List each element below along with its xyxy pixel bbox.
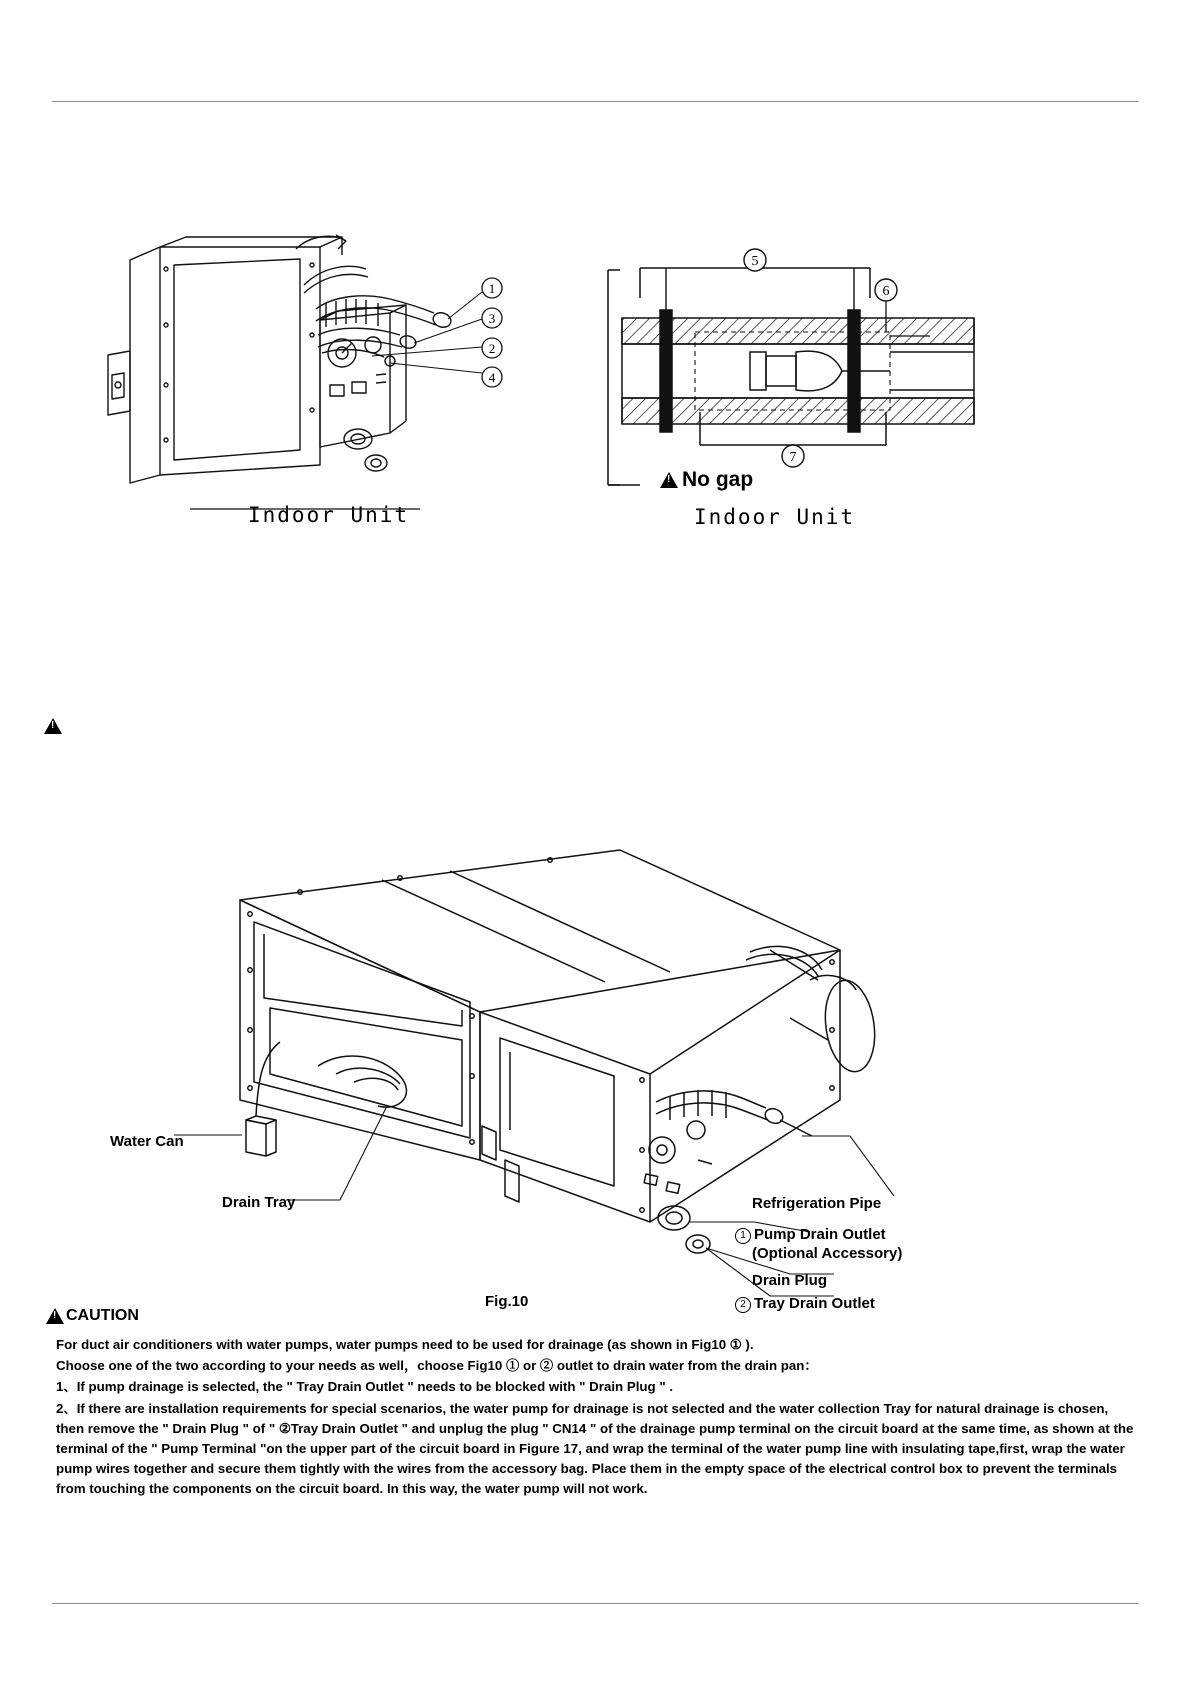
label-tray-drain-outlet-text: Tray Drain Outlet bbox=[754, 1295, 875, 1312]
figure-number: Fig.10 bbox=[485, 1293, 529, 1310]
svg-text:3: 3 bbox=[488, 311, 496, 326]
caution-line-2: Choose one of the two according to your needs as well，choose Fig10 ① or ② outlet to drain water from the drain pan： bbox=[56, 1358, 818, 1374]
no-gap-warning bbox=[660, 468, 753, 492]
label-pump-drain-outlet bbox=[735, 1226, 902, 1264]
label-refrigeration-pipe: Refrigeration Pipe bbox=[752, 1195, 882, 1212]
label-pump-drain-outlet-sub: (Optional Accessory) bbox=[752, 1244, 903, 1262]
caution-line-3: 1、If pump drainage is selected, the " Tray Drain Outlet " needs to be blocked with " Drain Plug " . bbox=[56, 1379, 674, 1395]
warning-triangle-icon bbox=[660, 472, 678, 488]
svg-text:7: 7 bbox=[789, 450, 797, 465]
mid-page-warning-icon bbox=[44, 718, 62, 739]
label-drain-plug: Drain Plug bbox=[752, 1272, 828, 1289]
header-divider bbox=[52, 101, 1139, 102]
callout-2-icon: 2 bbox=[735, 1297, 751, 1313]
no-gap-label: No gap bbox=[682, 468, 754, 491]
label-water-can: Water Can bbox=[110, 1133, 184, 1150]
caution-warning-icon bbox=[46, 1308, 64, 1324]
svg-text:4: 4 bbox=[488, 370, 496, 385]
caution-text-block bbox=[56, 1335, 1136, 1501]
caution-line-1: For duct air conditioners with water pumps, water pumps need to be used for drainage (as shown in Fig10 ① ). bbox=[56, 1337, 754, 1352]
svg-text:5: 5 bbox=[751, 254, 759, 269]
label-tray-drain-outlet bbox=[735, 1295, 875, 1314]
caption-indoor-unit-left: Indoor Unit bbox=[248, 503, 410, 527]
callout-1-icon: 1 bbox=[735, 1228, 751, 1244]
figure-indoor-unit-right bbox=[600, 240, 1020, 540]
caution-line-4: 2、If there are installation requirements for special scenarios, the water pump for drainage is not selected and the water collection Tray for natural drainage is chosen, then remove the " Drain Plug " of " ②Tray Drain Outlet " and unplug the plug " CN14 " of the drainage pump terminal on the circuit board at the same time, as shown at the terminal of the " Pump Terminal "on the upper part of the circuit board in Figure 17, and wrap the terminal of the water pump line with insulating tape,first, wrap the water pump wires together and secure them tightly with the wires from the accessory bag. Place them in the empty space of the electrical control box to prevent the terminals from touching the components on the circuit board. In this way, the water pump will not work. bbox=[56, 1400, 1134, 1497]
figure-indoor-unit-left bbox=[90, 225, 540, 545]
label-drain-tray: Drain Tray bbox=[222, 1194, 296, 1211]
svg-text:1: 1 bbox=[488, 281, 496, 296]
caution-title: CAUTION bbox=[66, 1307, 139, 1324]
footer-divider bbox=[52, 1603, 1139, 1604]
svg-text:2: 2 bbox=[488, 341, 496, 356]
caution-heading bbox=[46, 1307, 139, 1325]
caption-indoor-unit-right: Indoor Unit bbox=[694, 505, 856, 529]
label-pump-drain-outlet-text: Pump Drain Outlet bbox=[754, 1226, 886, 1243]
svg-text:6: 6 bbox=[882, 284, 890, 299]
